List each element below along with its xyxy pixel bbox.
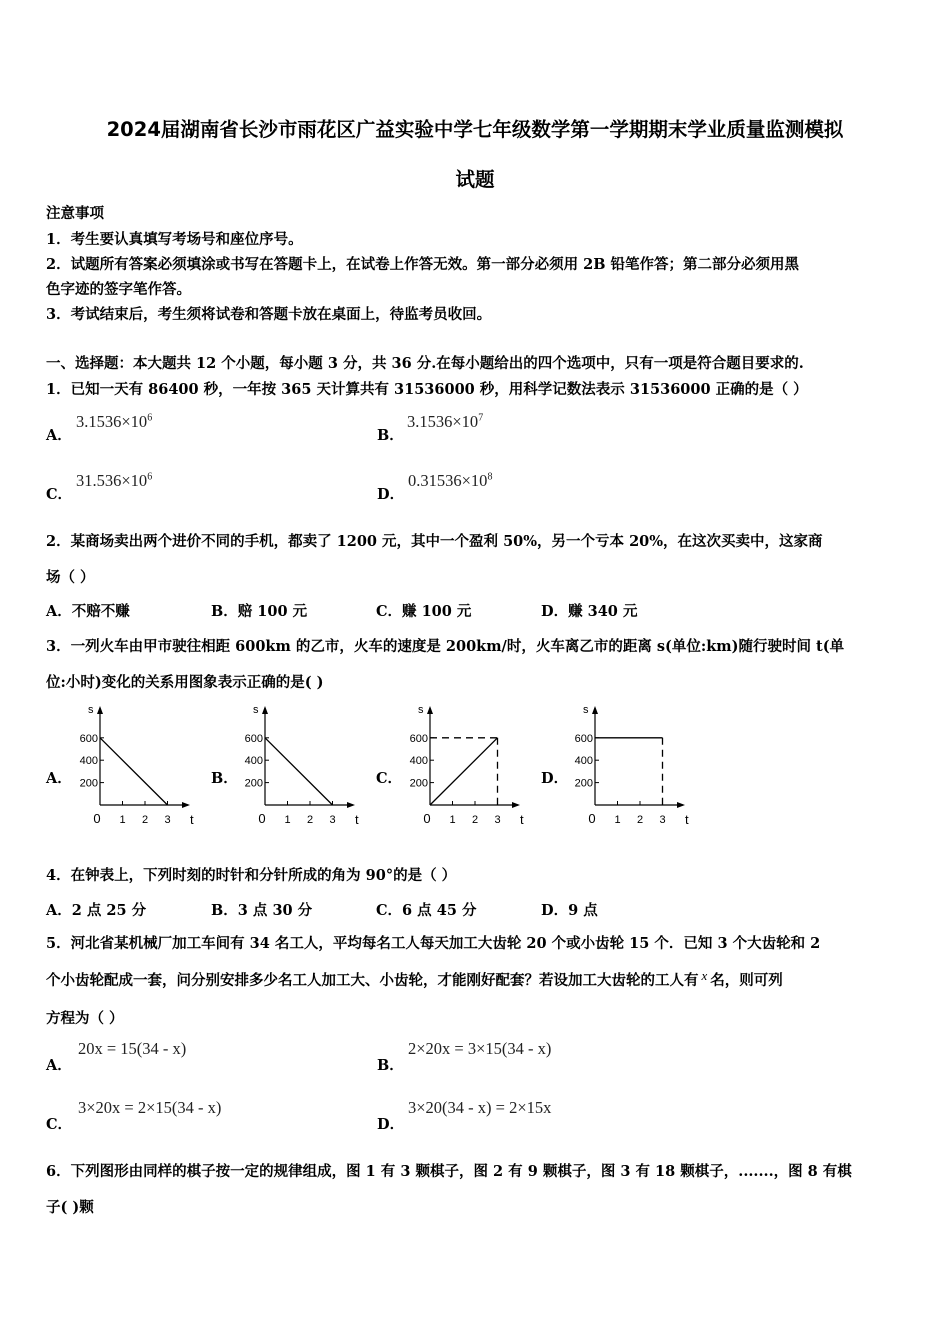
x-axis-label: t	[190, 812, 194, 827]
y-tick-label: 600	[574, 732, 593, 745]
x-tick-label: 1	[284, 814, 291, 826]
y-tick-label: 200	[79, 777, 98, 790]
q3-stem-cont: 位:小时)变化的关系用图象表示正确的是( )	[46, 674, 324, 691]
q5-option-label: A．	[46, 1057, 72, 1074]
x-axis-arrow	[677, 802, 685, 808]
q3-graph-a	[70, 700, 200, 830]
q5-stem-cont: 个小齿轮配成一套，问分别安排多少名工人加工大、小齿轮，才能刚好配套？若设加工大齿轮的工人有 x 名，则可列	[46, 968, 783, 989]
q2-option-a: A．不赔不赚	[46, 603, 130, 620]
q1-stem: 1．已知一天有 86400 秒，一年按 365 天计算共有 31536000 秒，用科学记数法表示 31536000 正确的是（ ）	[46, 381, 808, 398]
x-tick-label: 0	[93, 811, 101, 826]
x-tick-label: 2	[306, 814, 314, 826]
y-axis-arrow	[262, 706, 268, 714]
q1-option-d: $0.31536\times 10^8$	[408, 471, 493, 490]
x-axis-label: t	[685, 812, 689, 827]
y-tick-label: 400	[244, 755, 263, 768]
q2-option-d: D．赚 340 元	[541, 603, 638, 620]
q3-option-d-label: D．	[541, 770, 569, 787]
x-tick-label: 1	[449, 814, 456, 826]
q5-option-c: 3×20x = 2×15(34 - x)	[78, 1098, 222, 1117]
y-tick-label: 400	[574, 755, 593, 768]
q1-option-label: B．	[377, 427, 404, 444]
q5-stem-cont2: 方程为（ ）	[46, 1010, 124, 1027]
q1-option-label: D．	[377, 486, 405, 503]
y-axis-label: s	[583, 704, 589, 716]
notice-item: 1．考生要认真填写考场号和座位序号。	[46, 231, 303, 248]
notice-item: 2．试题所有答案必须填涂或书写在答题卡上，在试卷上作答无效。第一部分必须用 2B 铅笔作答；第二部分必须用黑	[46, 256, 800, 273]
y-tick-label: 200	[574, 777, 593, 790]
q3-option-b-label: B．	[211, 770, 238, 787]
q5-option-label: C．	[46, 1116, 73, 1133]
x-tick-label: 0	[258, 811, 266, 826]
y-tick-label: 400	[79, 755, 98, 768]
q1-option-c: $31.536\times 10^6$	[76, 471, 153, 490]
x-tick-label: 1	[119, 814, 126, 826]
q5-option-d: 3×20(34 - x) = 2×15x	[408, 1098, 552, 1117]
y-axis-label: s	[88, 704, 94, 716]
q3-stem: 3．一列火车由甲市驶往相距 600km 的乙市，火车的速度是 200km/时，火车离乙市的距离 s(单位:km)随行驶时间 t(单	[46, 638, 845, 655]
x-tick-label: 1	[614, 814, 621, 826]
x-tick-label: 0	[423, 811, 431, 826]
q1-option-a: $3.1536\times 10^6$	[76, 412, 153, 431]
y-tick-label: 600	[244, 732, 263, 745]
q1-option-label: C．	[46, 486, 73, 503]
x-tick-label: 3	[659, 814, 666, 826]
q6-stem-cont: 子( )颗	[46, 1199, 94, 1216]
x-tick-label: 3	[329, 814, 336, 826]
q5-stem: 5．河北省某机械厂加工车间有 34 名工人，平均每名工人每天加工大齿轮 20 个或小齿轮 15 个．已知 3 个大齿轮和 2	[46, 935, 821, 952]
data-line	[430, 738, 498, 805]
x-axis-arrow	[182, 802, 190, 808]
y-axis-label: s	[253, 704, 259, 716]
q1-option-b: $3.1536\times 10^7$	[407, 412, 484, 431]
q3-graph-b	[235, 700, 365, 830]
section-heading: 一、选择题：本大题共 12 个小题，每小题 3 分，共 36 分.在每小题给出的四个选项中，只有一项是符合题目要求的.	[46, 355, 804, 372]
x-tick-label: 2	[636, 814, 644, 826]
q3-graph-c	[400, 700, 530, 830]
q1-option-label: A．	[46, 427, 72, 444]
y-tick-label: 200	[409, 777, 428, 790]
x-axis-arrow	[512, 802, 520, 808]
y-axis-arrow	[592, 706, 598, 714]
q3-option-a-label: A．	[46, 770, 72, 787]
q4-option-d: D．9 点	[541, 902, 598, 919]
q6-stem: 6．下列图形由同样的棋子按一定的规律组成，图 1 有 3 颗棋子，图 2 有 9 颗棋子，图 3 有 18 颗棋子，.......，图 8 有棋	[46, 1163, 852, 1180]
y-tick-label: 200	[244, 777, 263, 790]
notice-item: 3．考试结束后，考生须将试卷和答题卡放在桌面上，待监考员收回。	[46, 306, 492, 323]
x-tick-label: 2	[141, 814, 149, 826]
x-tick-label: 3	[164, 814, 171, 826]
q4-option-a: A．2 点 25 分	[46, 902, 147, 919]
x-axis-label: t	[520, 812, 524, 827]
q4-option-c: C．6 点 45 分	[376, 902, 477, 919]
q2-stem-cont: 场（ ）	[46, 569, 95, 586]
y-tick-label: 600	[79, 732, 98, 745]
q5-option-a: 20x = 15(34 - x)	[78, 1039, 187, 1058]
y-axis-arrow	[97, 706, 103, 714]
x-tick-label: 3	[494, 814, 501, 826]
q5-option-label: D．	[377, 1116, 405, 1133]
q5-option-label: B．	[377, 1057, 404, 1074]
notice-heading: 注意事项	[46, 205, 104, 222]
y-axis-arrow	[427, 706, 433, 714]
x-axis-label: t	[355, 812, 359, 827]
y-tick-label: 600	[409, 732, 428, 745]
y-tick-label: 400	[409, 755, 428, 768]
q4-stem: 4．在钟表上，下列时刻的时针和分针所成的角为 90°的是（ ）	[46, 867, 457, 884]
y-axis-label: s	[418, 704, 424, 716]
page-title: 2024届湖南省长沙市雨花区广益实验中学七年级数学第一学期期末学业质量监测模拟	[106, 118, 844, 141]
q2-stem: 2．某商场卖出两个进价不同的手机，都卖了 1200 元，其中一个盈利 50%，另一个亏本 20%，在这次买卖中，这家商	[46, 533, 823, 550]
x-tick-label: 2	[471, 814, 479, 826]
data-line	[100, 738, 168, 805]
q4-option-b: B．3 点 30 分	[211, 902, 313, 919]
data-line	[265, 738, 333, 805]
q2-option-b: B．赔 100 元	[211, 603, 308, 620]
notice-item: 色字迹的签字笔作答。	[46, 281, 191, 298]
x-tick-label: 0	[588, 811, 596, 826]
q3-option-c-label: C．	[376, 770, 403, 787]
q3-graph-d	[565, 700, 695, 830]
q2-option-c: C．赚 100 元	[376, 603, 472, 620]
x-axis-arrow	[347, 802, 355, 808]
page-title-line2: 试题	[455, 168, 495, 191]
q5-option-b: 2×20x = 3×15(34 - x)	[408, 1039, 552, 1058]
